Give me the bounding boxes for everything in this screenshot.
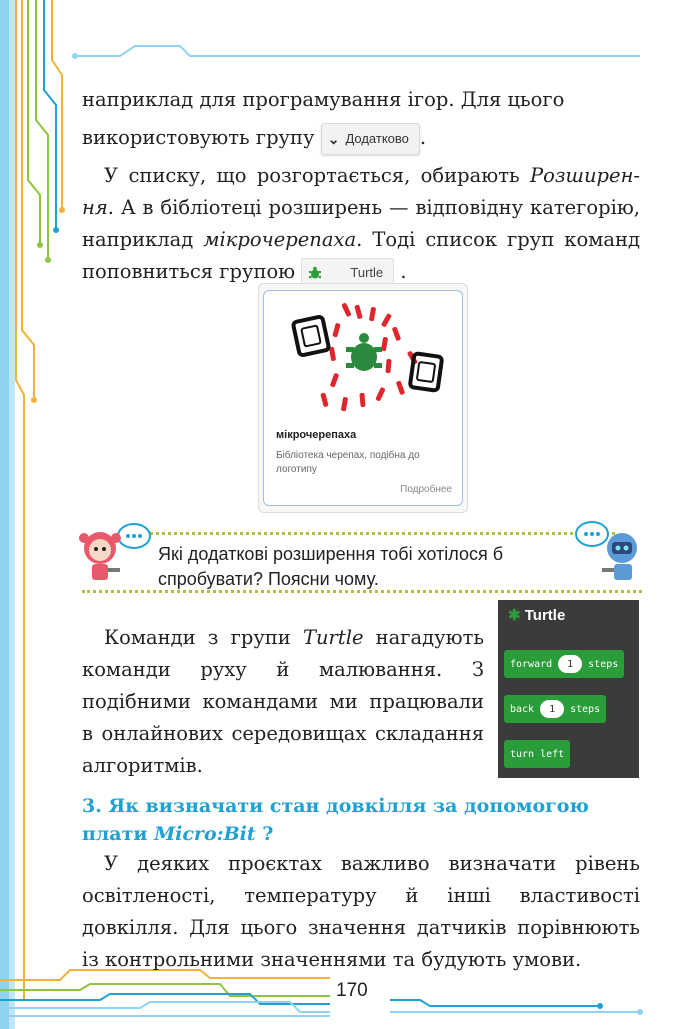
- turtle-block-palette: [498, 600, 639, 778]
- text: У списку, що розгортається, обирають: [104, 164, 531, 187]
- paragraph-4: [82, 848, 640, 976]
- section-heading: [82, 792, 642, 848]
- microturtle-illustration: [274, 297, 454, 421]
- text: Команди з групи: [104, 626, 303, 649]
- addon-label: Додатково: [345, 130, 409, 146]
- paragraph-3: [82, 622, 484, 782]
- text: . Тоді список груп команд поповниться групою: [82, 228, 640, 283]
- boy-robot-icon: [572, 520, 648, 584]
- paragraph-1-line-2: [82, 118, 640, 158]
- block-unit: steps: [588, 658, 619, 670]
- block-value-input[interactable]: 1: [540, 700, 564, 718]
- text: У деяких проєктах важливо визначати рівень освітленості, температуру й інші властивості довкілля. Для цього значення датчиків порівнюють із контрольними значеннями та будують умови.: [82, 852, 640, 971]
- question-text: Які додаткові розширення тобі хотілося б спробувати? Поясни чому.: [158, 544, 504, 589]
- text: нагадують команди руху й малювання. З подібними командами ми працювали в онлайнових середовищах складання алгоритмів.: [82, 626, 484, 777]
- palette-title-text: Turtle: [524, 607, 566, 624]
- text: .: [419, 126, 427, 149]
- card-description: Бібліотека черепах, подібна до логотипу: [276, 450, 420, 475]
- block-label: forward: [510, 658, 553, 670]
- heading-end: ?: [255, 823, 274, 845]
- page-number: 170: [336, 980, 368, 1001]
- text: .: [400, 260, 407, 283]
- text: . А в бібліотеці розширень — відповідну категорію, наприклад: [82, 196, 640, 251]
- heading-text: 3. Як визначати стан довкілля за допомогою плати: [82, 795, 589, 845]
- italic-term: мікрочерепаха: [203, 228, 357, 251]
- turtle-label: Turtle: [350, 264, 384, 280]
- girl-robot-icon: [74, 522, 152, 584]
- block-label: back: [510, 703, 535, 715]
- extension-card-inner: [263, 290, 463, 506]
- heading-italic: Micro:Bit: [154, 823, 256, 845]
- card-more-link[interactable]: Подробнее: [400, 484, 452, 495]
- paragraph-2: [82, 160, 640, 288]
- block-unit: steps: [570, 703, 601, 715]
- turtle-icon: ✱: [508, 607, 521, 624]
- addon-group-button[interactable]: [321, 123, 420, 155]
- italic-term: Turtle: [302, 626, 364, 649]
- extension-card[interactable]: [258, 283, 468, 513]
- text: використовують групу: [82, 126, 315, 149]
- paragraph-1-line-1: [82, 84, 640, 116]
- text: наприклад для програмування ігор. Для цього: [82, 88, 565, 111]
- palette-title: [508, 606, 565, 624]
- card-title: мікрочерепаха: [276, 429, 357, 441]
- question-top-line: [150, 532, 615, 535]
- italic-term: Розширен-ня: [82, 164, 640, 219]
- chevron-down-icon: ⌄: [327, 130, 340, 147]
- turtle-icon: [308, 266, 322, 280]
- block-label: turn left: [510, 748, 565, 760]
- block-turn-left[interactable]: [504, 740, 570, 768]
- block-back[interactable]: [504, 695, 606, 723]
- block-value-input[interactable]: 1: [558, 655, 582, 673]
- block-forward[interactable]: [504, 650, 624, 678]
